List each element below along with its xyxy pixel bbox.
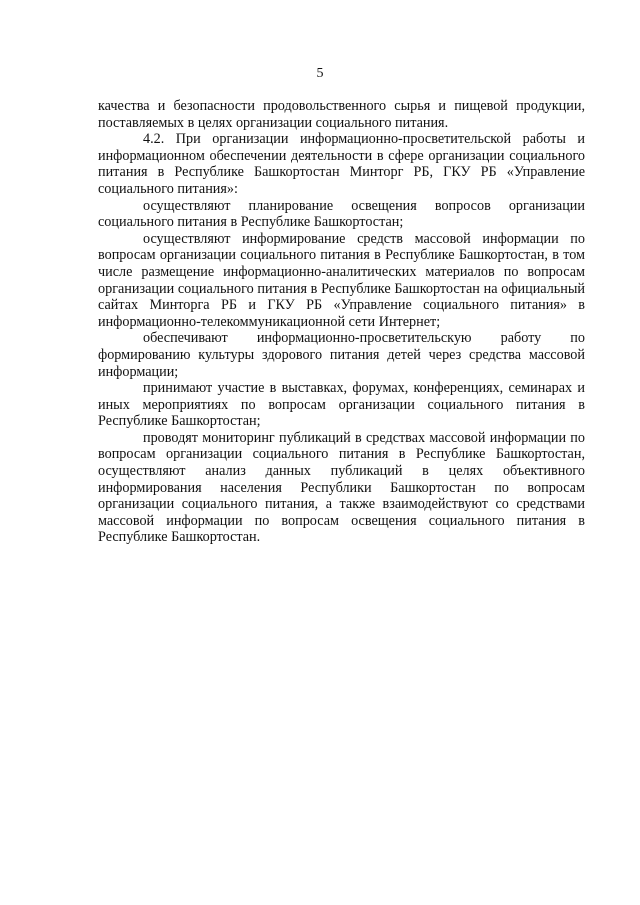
list-item-planning: осуществляют планирование освещения вопросов организации социального питания в Республике Башкортостан;	[98, 197, 585, 231]
paragraph-section-4-2: 4.2. При организации информационно-просветительской работы и информационном обеспечении деятельности в сфере организации социального питания в Республике Башкортостан Минторг РБ, ГКУ РБ «Управление социального питания»:	[98, 131, 585, 197]
list-item-education-work: обеспечивают информационно-просветительскую работу по формированию культуры здорового питания детей через средства массовой информации;	[98, 330, 585, 380]
paragraph-continuation: качества и безопасности продовольственного сырья и пищевой продукции, поставляемых в целях организации социального питания.	[98, 98, 585, 131]
page-number: 5	[316, 66, 324, 81]
list-item-informing-media: осуществляют информирование средств массовой информации по вопросам организации социального питания в Республике Башкортостан, в том числе размещение информационно-аналитических материалов по вопросам организации социального питания в Республике Башкортостан на официальный сайтах Минторга РБ и ГКУ РБ «Управление социального питания» в информационно-телекоммуникационной сети Интернет;	[98, 230, 585, 330]
document-body	[98, 98, 585, 546]
list-item-events-participation: принимают участие в выставках, форумах, конференциях, семинарах и иных мероприятиях по вопросам организации социального питания в Республике Башкортостан;	[98, 380, 585, 430]
list-item-media-monitoring: проводят мониторинг публикаций в средствах массовой информации по вопросам организации социального питания в Республике Башкортостан, осуществляют анализ данных публикаций в целях объективного информирования населения Республики Башкортостан по вопросам организации социального питания, а также взаимодействуют со средствами массовой информации по вопросам освещения социального питания в Республике Башкортостан.	[98, 429, 585, 546]
